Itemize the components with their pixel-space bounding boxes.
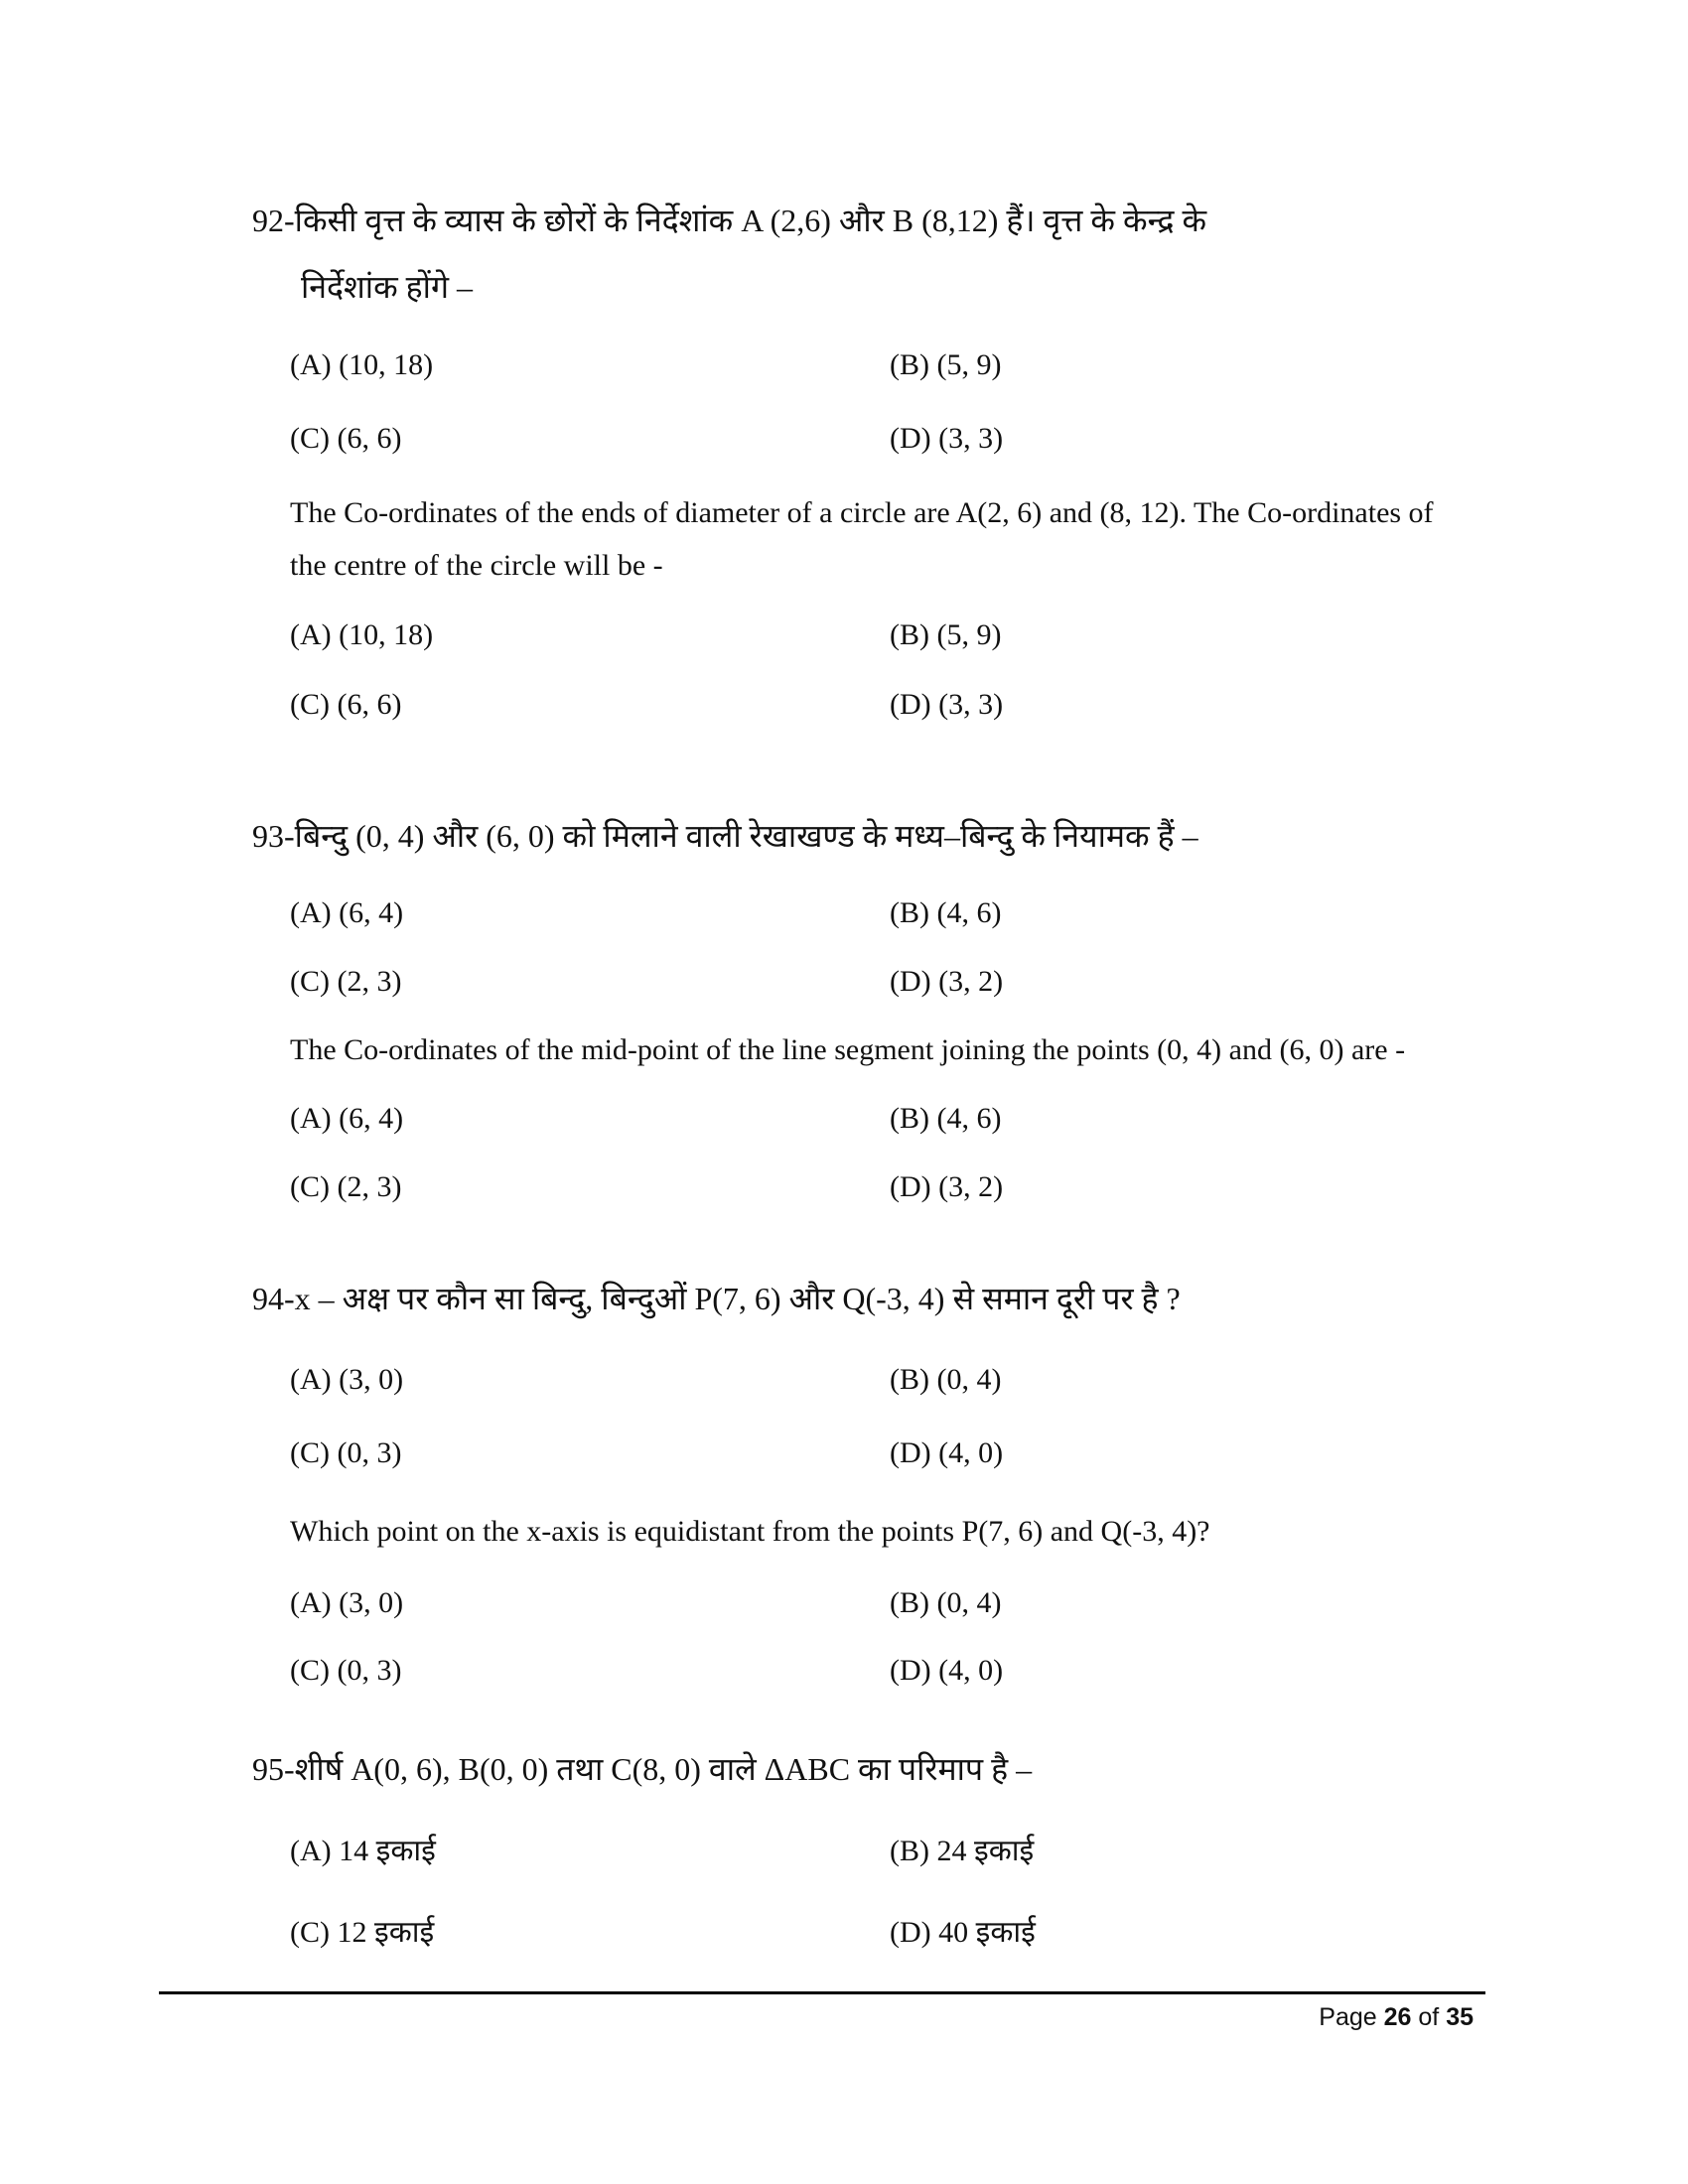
question-text: बिन्दु (0, 4) और (6, 0) को मिलाने वाली रेखाखण्ड के मध्य–बिन्दु के नियामक हैं – [294, 818, 1198, 854]
question-number: 92- [252, 203, 295, 238]
option-c: (C) (0, 3) [290, 1436, 402, 1469]
page-current: 26 [1383, 2003, 1412, 2031]
option-b: (B) (5, 9) [890, 618, 1002, 651]
option-c: (C) (2, 3) [290, 965, 402, 998]
option-a: (A) (10, 18) [290, 348, 434, 381]
question-93-english: The Co-ordinates of the mid-point of the line segment joining the points (0, 4) and (6, 0) are - [290, 1033, 1406, 1066]
option-b: (B) (4, 6) [890, 1102, 1002, 1135]
question-93-hindi [252, 816, 1198, 856]
option-a: (A) (10, 18) [290, 618, 434, 651]
option-d: (D) (3, 3) [890, 422, 1004, 455]
question-95-hindi [252, 1749, 1032, 1789]
option-c: (C) (6, 6) [290, 422, 402, 455]
option-a: (A) (6, 4) [290, 896, 404, 929]
option-d: (D) 40 इकाई [890, 1916, 1036, 1949]
option-c: (C) (0, 3) [290, 1654, 402, 1687]
question-92-english: The Co-ordinates of the ends of diameter of a circle are A(2, 6) and (8, 12). The Co-ordinates of [290, 496, 1434, 529]
option-a: (A) 14 इकाई [290, 1835, 436, 1867]
option-d: (D) (3, 3) [890, 688, 1004, 721]
option-c: (C) (2, 3) [290, 1170, 402, 1203]
question-92-english-line2: the centre of the circle will be - [290, 549, 663, 582]
option-d: (D) (4, 0) [890, 1654, 1004, 1687]
question-text: किसी वृत्त के व्यास के छोरों के निर्देशांक A (2,6) और B (8,12) हैं। वृत्त के केन्द्र के [294, 203, 1207, 238]
option-d: (D) (4, 0) [890, 1436, 1004, 1469]
option-c: (C) 12 इकाई [290, 1916, 435, 1949]
question-number: 95- [252, 1751, 295, 1787]
page-number [1319, 2003, 1474, 2032]
footer-divider [159, 1991, 1485, 1994]
question-92-hindi [252, 201, 1206, 240]
question-number: 93- [252, 818, 295, 854]
question-92-hindi-line2: निर्देशांक होंगे – [301, 269, 473, 305]
option-a: (A) (3, 0) [290, 1363, 404, 1396]
question-text: शीर्ष A(0, 6), B(0, 0) तथा C(8, 0) वाले ΔABC का परिमाप है – [294, 1751, 1033, 1787]
option-a: (A) (6, 4) [290, 1102, 404, 1135]
option-a: (A) (3, 0) [290, 1586, 404, 1619]
page-label: Page [1319, 2003, 1377, 2031]
of-label: of [1418, 2003, 1440, 2031]
question-number: 94- [252, 1281, 295, 1316]
option-b: (B) (5, 9) [890, 348, 1002, 381]
option-b: (B) 24 इकाई [890, 1835, 1035, 1867]
option-b: (B) (4, 6) [890, 896, 1002, 929]
question-text: x – अक्ष पर कौन सा बिन्दु, बिन्दुओं P(7, 6) और Q(-3, 4) से समान दूरी पर है ? [294, 1281, 1181, 1316]
option-b: (B) (0, 4) [890, 1363, 1002, 1396]
page-total: 35 [1446, 2003, 1474, 2031]
option-c: (C) (6, 6) [290, 688, 402, 721]
option-d: (D) (3, 2) [890, 965, 1004, 998]
option-d: (D) (3, 2) [890, 1170, 1004, 1203]
option-b: (B) (0, 4) [890, 1586, 1002, 1619]
question-94-hindi [252, 1279, 1181, 1318]
question-94-english: Which point on the x-axis is equidistant from the points P(7, 6) and Q(-3, 4)? [290, 1515, 1210, 1548]
